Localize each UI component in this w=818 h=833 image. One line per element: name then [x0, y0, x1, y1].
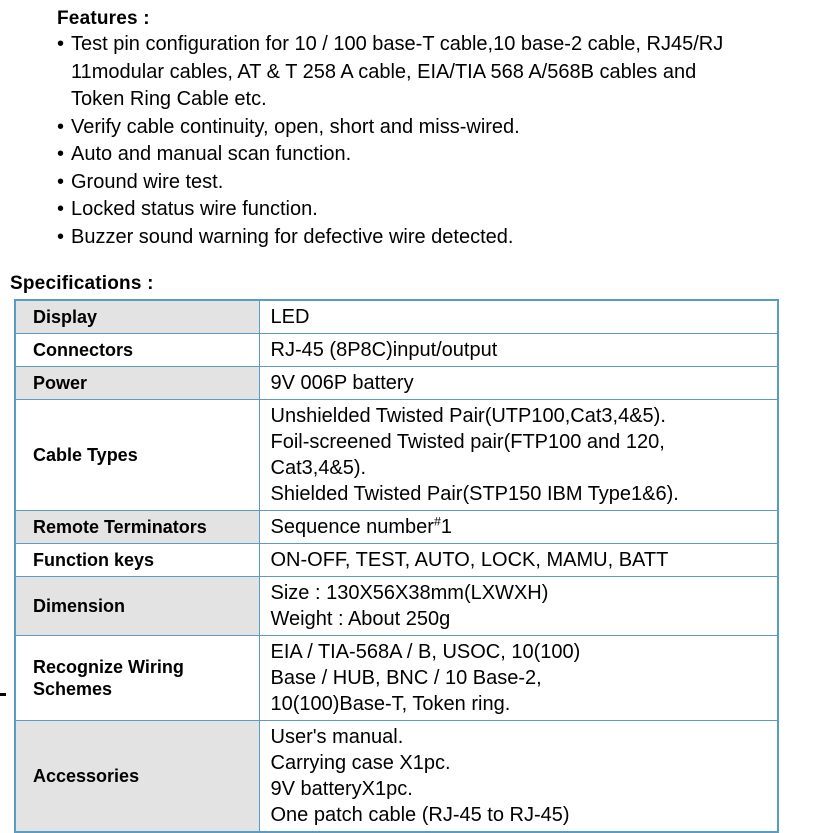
feature-item: [57, 196, 733, 224]
spec-value-line: ON-OFF, TEST, AUTO, LOCK, MAMU, BATT: [270, 549, 669, 571]
spec-value: [259, 721, 778, 833]
feature-text: Locked status wire function.: [71, 198, 318, 220]
spec-value: [259, 577, 778, 636]
feature-item: [57, 114, 733, 142]
spec-value-line: 9V batteryX1pc.: [270, 778, 413, 800]
bullet-icon: •: [57, 225, 65, 248]
spec-label: Remote Terminators: [15, 511, 259, 544]
feature-item: [57, 141, 733, 169]
spec-label: Connectors: [15, 334, 259, 367]
spec-value-line: Base / HUB, BNC / 10 Base-2,: [270, 667, 542, 689]
spec-value-line: Weight : About 250g: [270, 608, 451, 630]
table-row: [15, 300, 778, 334]
text-segment: 1: [440, 516, 452, 538]
spec-label: Accessories: [15, 721, 259, 833]
table-row: [15, 334, 778, 367]
spec-value-line: One patch cable (RJ-45 to RJ-45): [270, 804, 570, 826]
spec-value: [259, 367, 778, 400]
table-row: [15, 544, 778, 577]
scan-artifact-mark: [0, 693, 6, 696]
bullet-icon: •: [57, 143, 65, 165]
features-list: [57, 31, 733, 251]
spec-value: [259, 400, 778, 511]
spec-value: [259, 334, 778, 367]
feature-text: Verify cable continuity, open, short and miss-wired.: [71, 115, 520, 138]
table-row: [15, 721, 778, 833]
table-row: [15, 511, 778, 544]
spec-value-line: Shielded Twisted Pair(STP150 IBM Type1&6).: [270, 483, 679, 505]
spec-value-line: Unshielded Twisted Pair(UTP100,Cat3,4&5).: [270, 405, 666, 427]
feature-item: [57, 224, 733, 252]
spec-label: Dimension: [15, 577, 259, 636]
spec-value-line: Carrying case X1pc.: [270, 752, 451, 774]
bullet-icon: •: [57, 33, 65, 55]
feature-text: Ground wire test.: [71, 170, 224, 193]
table-row: [15, 636, 778, 721]
spec-label: Display: [15, 300, 259, 334]
spec-value-line: Size : 130X56X38mm(LXWXH): [270, 582, 549, 604]
feature-text: Buzzer sound warning for defective wire detected.: [71, 225, 514, 248]
specifications-heading: Specifications :: [10, 273, 154, 294]
spec-value-line: 10(100)Base-T, Token ring.: [270, 693, 511, 715]
features-heading: Features :: [57, 8, 150, 29]
spec-value-line: [271, 514, 770, 540]
text-segment: Sequence number: [270, 516, 434, 538]
spec-value-line: 9V 006P battery: [270, 372, 414, 394]
spec-value-line: Foil-screened Twisted pair(FTP100 and 120,: [270, 431, 665, 453]
spec-value-line: RJ-45 (8P8C)input/output: [270, 339, 498, 361]
spec-value-line: User's manual.: [270, 726, 404, 748]
spec-label: Cable Types: [15, 400, 259, 511]
bullet-icon: •: [57, 170, 65, 193]
specifications-table-body: [15, 300, 778, 832]
table-row: [15, 577, 778, 636]
bullet-icon: •: [57, 198, 65, 220]
feature-text: Test pin configuration for 10 / 100 base-T cable,10 base-2 cable, RJ45/RJ 11modular cables, AT & T 258 A cable, EIA/TIA 568 A/568B cables and Token Ring Cable etc.: [71, 33, 724, 110]
spec-value: [259, 511, 778, 544]
feature-item: [57, 31, 733, 114]
superscript-mark: #: [433, 514, 441, 529]
bullet-icon: •: [57, 115, 65, 138]
spec-value-line: EIA / TIA-568A / B, USOC, 10(100): [270, 641, 581, 663]
specifications-table: [14, 299, 779, 833]
spec-value: [259, 300, 778, 334]
spec-value: [259, 544, 778, 577]
spec-value: [259, 636, 778, 721]
table-row: [15, 400, 778, 511]
feature-text: Auto and manual scan function.: [71, 143, 352, 165]
spec-value-line: Cat3,4&5).: [270, 457, 367, 479]
feature-item: [57, 169, 733, 197]
table-row: [15, 367, 778, 400]
spec-label: Recognize Wiring Schemes: [15, 636, 259, 721]
spec-label: Function keys: [15, 544, 259, 577]
spec-label: Power: [15, 367, 259, 400]
spec-value-line: LED: [270, 306, 310, 328]
